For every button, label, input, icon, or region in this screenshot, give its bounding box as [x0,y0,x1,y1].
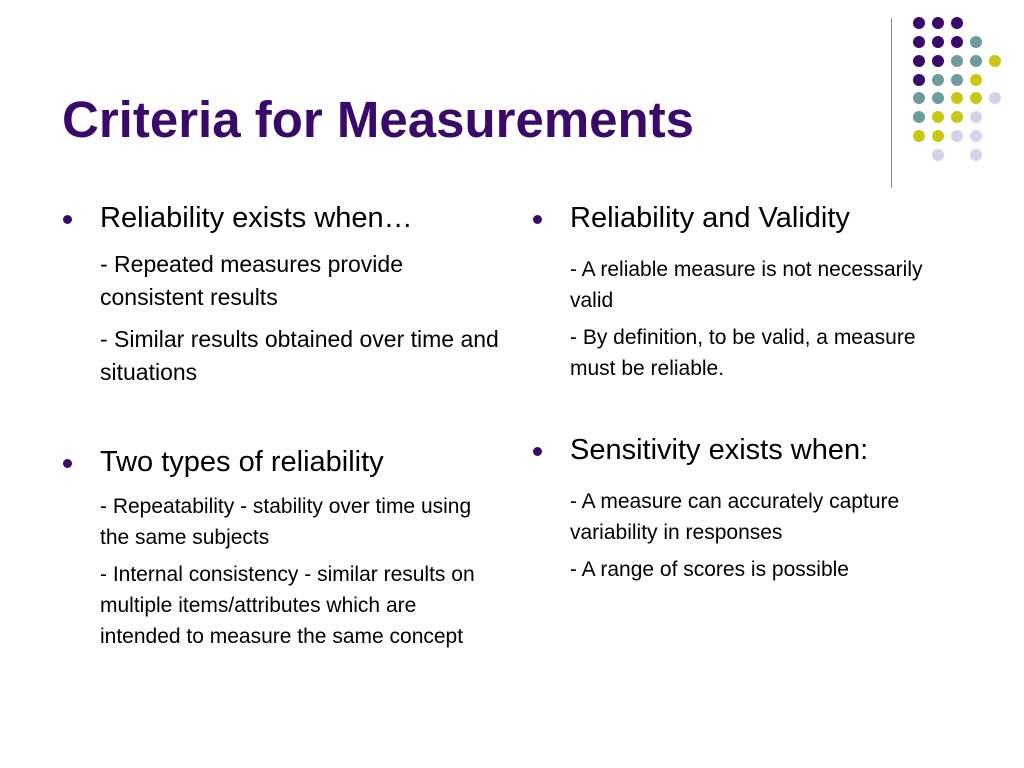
decor-dot [951,55,963,67]
bullet-subpoint: - By definition, to be valid, a measure must be reliable. [570,326,916,380]
bullet-subpoint: - A range of scores is possible [570,558,849,581]
bullet-dot-icon [533,447,542,456]
decor-dot [951,130,963,142]
decor-dot [932,92,944,104]
decor-dot [932,17,944,29]
decor-dot [932,149,944,161]
decor-dot [970,36,982,48]
bullet-sensitivity [532,432,932,585]
bullet-subpoint: - Repeatability - stability over time using the same subjects [100,495,472,549]
decor-dot [932,55,944,67]
decor-dot [951,36,963,48]
bullet-reliability-exists [62,200,502,389]
decor-dot [951,74,963,86]
bullet-subpoint: - Repeated measures provide consistent results [100,251,403,310]
decor-dot [913,17,925,29]
decor-dot [913,92,925,104]
bullet-subpoint: - Internal consistency - similar results on multiple items/attributes which are intended to measure the same concept [100,563,475,648]
bullet-heading: Two types of reliability [100,446,384,478]
decor-dot [913,74,925,86]
bullet-dot-icon [533,215,542,224]
decor-dot [970,55,982,67]
decor-dot [970,74,982,86]
decor-dot [951,111,963,123]
bullet-subpoint: - A reliable measure is not necessarily valid [570,258,923,312]
decor-dot [951,92,963,104]
bullet-heading: Sensitivity exists when: [570,434,869,466]
decor-dot [913,111,925,123]
decor-dot [913,130,925,142]
decor-dot [951,17,963,29]
bullet-dot-icon [63,215,72,224]
bullet-subpoint: - Similar results obtained over time and situations [100,326,499,385]
decor-dot [932,111,944,123]
right-column [532,200,932,585]
bullet-two-types [62,444,502,652]
bullet-reliability-validity [532,200,932,384]
title-divider [891,18,892,188]
decor-dot [932,36,944,48]
decor-dot [970,111,982,123]
slide-title: Criteria for Measurements [62,91,695,148]
decor-dot [932,74,944,86]
bullet-heading: Reliability and Validity [570,202,850,234]
decor-dot [913,36,925,48]
decor-dot [932,130,944,142]
decor-dot [970,92,982,104]
decor-dot [989,55,1001,67]
decor-dot [970,130,982,142]
left-column [62,200,502,652]
decor-dot [913,55,925,67]
decor-dot [989,92,1001,104]
decor-dot [970,149,982,161]
bullet-heading: Reliability exists when… [100,202,413,234]
bullet-subpoint: - A measure can accurately capture variability in responses [570,490,900,544]
bullet-dot-icon [63,459,72,468]
